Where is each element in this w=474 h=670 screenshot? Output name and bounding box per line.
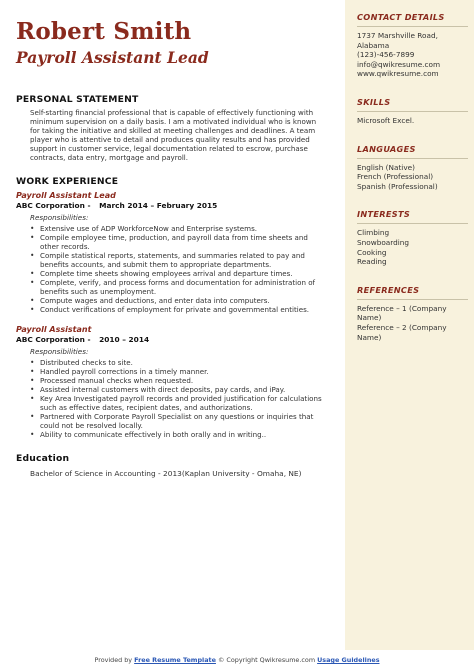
job-company: ABC Corporation - [16, 334, 91, 344]
duty-item: • Complete, verify, and process forms and documentation for administration of benefits such as unemployment. [30, 278, 328, 296]
duties-list [16, 224, 328, 315]
language-item: Spanish (Professional) [357, 181, 438, 191]
responsibilities-label: Responsibilities: [30, 346, 89, 356]
duty-item: • Compile statistical reports, statements, and summaries related to pay and benefits accounts, and submit them to appropriate departments. [30, 251, 328, 269]
section-divider [357, 158, 468, 159]
contact-address-line1: 1737 Marshville Road, [357, 31, 438, 40]
contact-website[interactable]: www.qwikresume.com [357, 69, 439, 79]
duty-item: • Key Area Investigated payroll records and provided justification for calculations such as effective dates, recipient dates, and authorizations. [30, 394, 328, 412]
reference-item: Reference – 1 (Company Name) [357, 303, 447, 323]
job-title: Payroll Assistant [16, 324, 92, 334]
section-divider [357, 299, 468, 300]
contact-heading: CONTACT DETAILS [357, 12, 445, 22]
candidate-role: Payroll Assistant Lead [16, 48, 209, 67]
languages-section [357, 144, 468, 192]
duty-item: • Ability to communicate effectively in both orally and in writing.. [30, 430, 328, 439]
contact-phone: (123)-456-7899 [357, 50, 415, 60]
education-heading: Education [16, 453, 70, 465]
interest-item: Cooking [357, 247, 387, 257]
job-company-line [16, 201, 328, 211]
language-item: English (Native) [357, 162, 415, 172]
duty-item: • Processed manual checks when requested. [30, 376, 328, 385]
interest-item: Snowboarding [357, 237, 410, 247]
job-title: Payroll Assistant Lead [16, 190, 116, 200]
usage-guidelines-link[interactable]: Usage Guidelines [317, 656, 380, 664]
skills-heading: SKILLS [357, 96, 391, 107]
contact-address-line2: Alabama [357, 40, 390, 50]
duty-item: • Compile employee time, production, and payroll data from time sheets and other records. [30, 233, 328, 251]
job-dates: 2010 – 2014 [99, 334, 150, 344]
languages-heading: LANGUAGES [357, 143, 416, 154]
section-divider [357, 26, 468, 27]
skill-item: Microsoft Excel. [357, 115, 415, 125]
language-item: French (Professional) [357, 172, 434, 182]
job-company-line [16, 335, 328, 345]
sidebar [345, 0, 474, 650]
job-dates: March 2014 – February 2015 [99, 200, 218, 210]
duty-item: • Distributed checks to site. [30, 358, 328, 367]
duties-list [16, 358, 328, 440]
duty-item: • Conduct verifications of employment for private and governmental entities. [30, 305, 328, 314]
interests-heading: INTERESTS [357, 209, 411, 220]
job-entry [16, 190, 328, 315]
candidate-name: Robert Smith [16, 18, 192, 45]
skills-section [357, 97, 468, 126]
interests-section [357, 209, 468, 266]
interest-item: Reading [357, 257, 387, 267]
education-text: Bachelor of Science in Accounting - 2013(Kaplan University - Omaha, NE) [30, 469, 302, 479]
personal-statement-text: Self-starting financial professional that is capable of effectively functioning with minimum supervision on a daily basis. I am a motivated individual who is known for taking the initiative and skilled at meeting challenges and deadlines. A team player who is attentive to detail and produces quality results and has provided support in customer service, legal documentation related to escrow, purchase contracts, data entry, mortgage and payroll. [30, 108, 317, 163]
duty-item: • Extensive use of ADP WorkforceNow and Enterprise systems. [30, 224, 328, 233]
duty-item: • Assisted internal customers with direct deposits, pay cards, and iPay. [30, 385, 328, 394]
references-section [357, 285, 468, 342]
footer-copyright: © Copyright Qwikresume.com [218, 656, 316, 664]
responsibilities-label: Responsibilities: [30, 212, 89, 222]
free-resume-template-link[interactable]: Free Resume Template [134, 656, 216, 664]
work-experience-heading: WORK EXPERIENCE [16, 175, 119, 187]
references-heading: REFERENCES [357, 284, 420, 295]
interest-item: Climbing [357, 228, 390, 238]
personal-statement-heading: PERSONAL STATEMENT [16, 94, 139, 105]
section-divider [357, 223, 468, 224]
section-divider [357, 111, 468, 112]
job-company: ABC Corporation - [16, 200, 91, 210]
duty-item: • Compute wages and deductions, and enter data into computers. [30, 296, 328, 305]
duty-item: • Complete time sheets showing employees arrival and departure times. [30, 269, 328, 278]
contact-section [357, 12, 468, 79]
contact-email[interactable]: info@qwikresume.com [357, 59, 441, 69]
duty-item: • Handled payroll corrections in a timely manner. [30, 367, 328, 376]
footer [0, 650, 474, 670]
duty-item: • Partnered with Corporate Payroll Specialist on any questions or inquiries that could not be resolved locally. [30, 412, 328, 430]
job-entry [16, 324, 328, 440]
footer-prefix: Provided by [94, 656, 133, 664]
reference-item: Reference – 2 (Company Name) [357, 322, 447, 342]
